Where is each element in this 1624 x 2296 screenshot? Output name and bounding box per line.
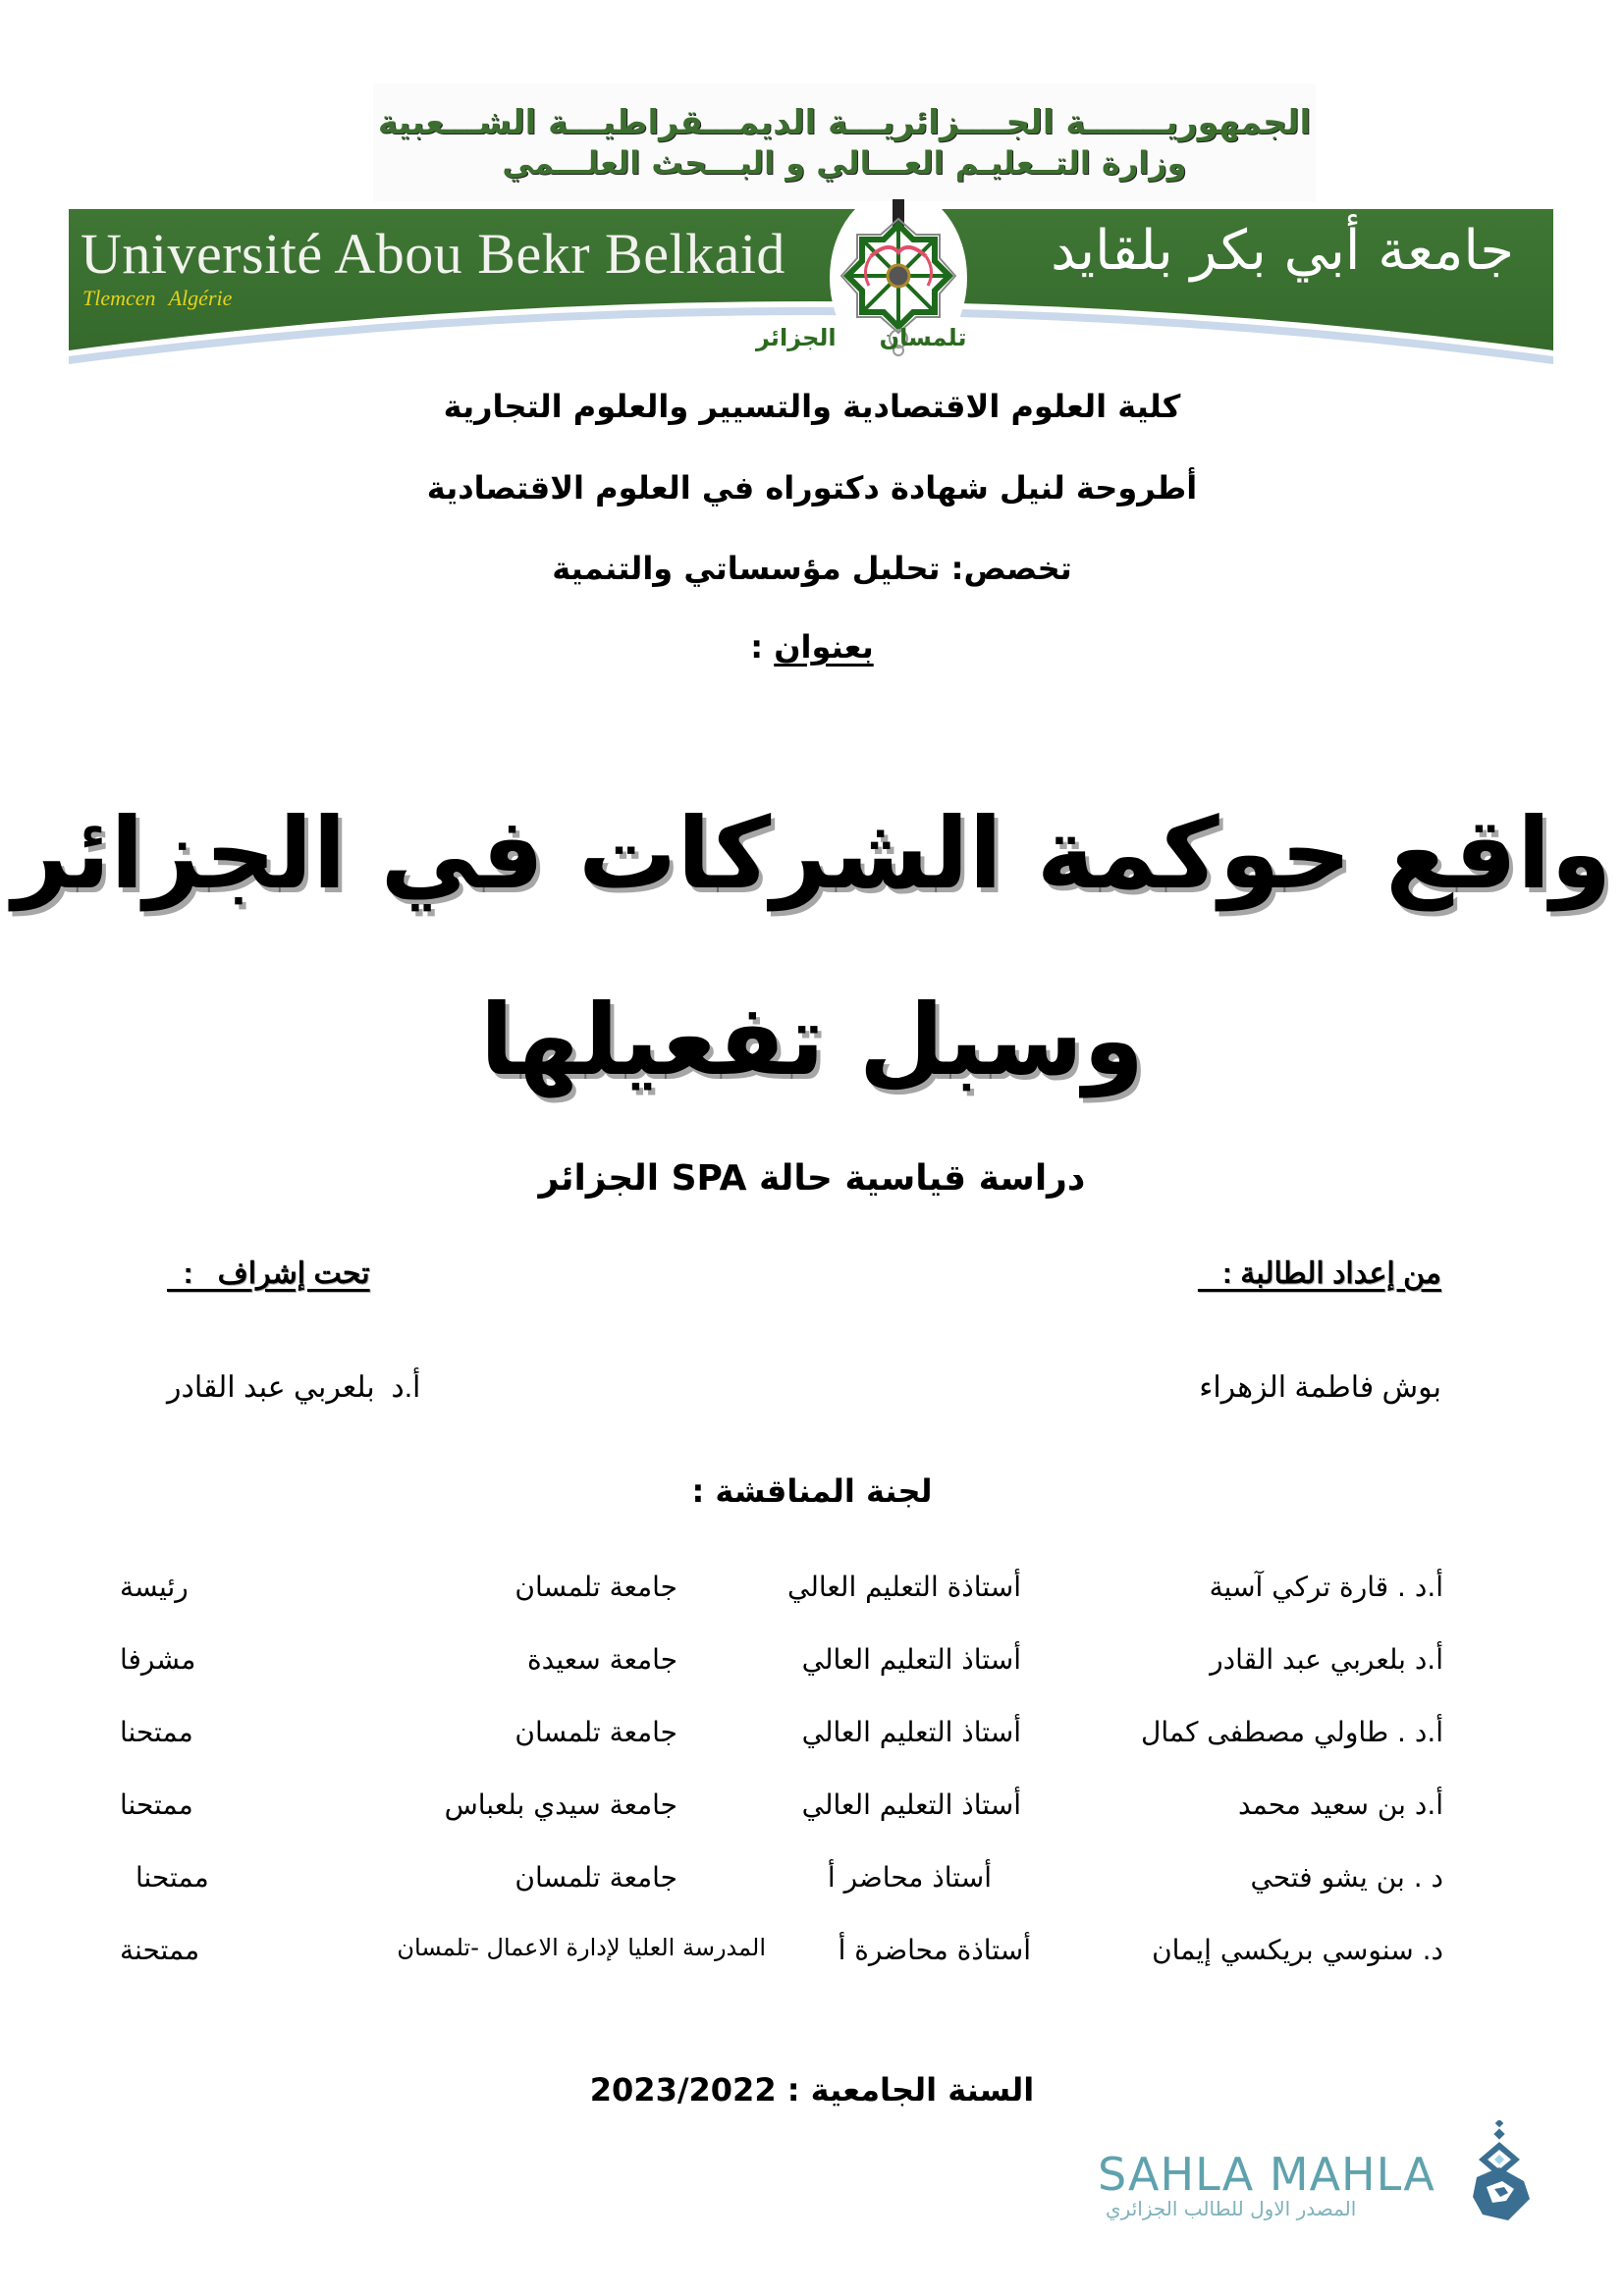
country-arabic: الجزائر <box>756 324 837 351</box>
member-role: ممتحنا <box>120 1789 193 1821</box>
watermark-brand: SAHLA MAHLA <box>1098 2148 1435 2201</box>
member-university: جامعة تلمسان <box>514 1571 677 1603</box>
member-rank: أستاذة محاضرة أ <box>838 1934 1031 1966</box>
member-rank: أستاذ التعليم العالي <box>801 1789 1021 1821</box>
emblem-caption <box>756 324 966 351</box>
member-name: د. سنوسي بريكسي إيمان <box>1152 1934 1443 1966</box>
member-university: جامعة سعيدة <box>526 1643 677 1676</box>
member-name: أ.د . قارة تركي آسية <box>1209 1571 1443 1603</box>
university-name-arabic: جامعة أبي بكر بلقايد <box>1051 219 1514 283</box>
member-university: جامعة تلمسان <box>514 1861 677 1894</box>
member-rank: أستاذ التعليم العالي <box>801 1643 1021 1676</box>
committee-row <box>98 1789 1443 1861</box>
committee-row <box>98 1643 1443 1716</box>
member-name: أ.د بلعربي عبد القادر <box>1210 1643 1443 1676</box>
watermark-tagline: المصدر الاول للطالب الجزائري <box>1106 2197 1357 2220</box>
member-university: جامعة سيدي بلعباس <box>444 1789 677 1821</box>
specialty-line: تخصص: تحليل مؤسساتي والتنمية <box>552 550 1072 587</box>
supervisor-name: أ.د بلعربي عبد القادر <box>167 1371 421 1404</box>
faculty-name: كلية العلوم الاقتصادية والتسيير والعلوم التجارية <box>443 388 1181 425</box>
thesis-title-line-2: وسبل تفعيلها <box>479 983 1145 1097</box>
member-role: ممتحنا <box>135 1861 209 1894</box>
prepared-by-label: من إعداد الطالبة : <box>1197 1257 1441 1290</box>
thesis-subtitle: دراسة قياسية حالة SPA الجزائر <box>538 1158 1086 1199</box>
member-name: أ.د . طاولي مصطفى كمال <box>1141 1716 1443 1748</box>
member-name: د . بن يشو فتحي <box>1250 1861 1443 1894</box>
member-name: أ.د بن سعيد محمد <box>1237 1789 1443 1821</box>
member-role: مشرفا <box>120 1643 196 1676</box>
member-role: ممتحنة <box>120 1934 200 1966</box>
committee-row <box>98 1934 1443 2006</box>
member-rank: أستاذة التعليم العالي <box>787 1571 1021 1603</box>
committee-row <box>98 1861 1443 1934</box>
city-arabic: تلمسان <box>879 324 967 351</box>
member-university: المدرسة العليا لإدارة الاعمال -تلمسان <box>397 1934 766 1961</box>
thesis-title-line-1: واقع حوكمة الشركات في الجزائر <box>12 796 1612 911</box>
titled-colon: : <box>750 628 775 666</box>
member-university: جامعة تلمسان <box>514 1716 677 1748</box>
academic-year: السنة الجامعية : 2023/2022 <box>589 2071 1035 2109</box>
sahla-mahla-watermark <box>1098 2120 1530 2228</box>
committee-title: لجنة المناقشة : <box>691 1472 933 1510</box>
university-location: Tlemcen Algérie <box>82 286 233 310</box>
degree-line: أطروحة لنيل شهادة دكتوراه في العلوم الاقتصادية <box>426 469 1198 507</box>
titled-label <box>0 628 1624 666</box>
member-role: رئيسة <box>120 1571 189 1603</box>
sahla-mahla-logo-icon <box>1469 2120 1534 2223</box>
titled-label-text: بعنوان <box>774 628 874 666</box>
ministry-header <box>373 83 1316 201</box>
member-role: ممتحنا <box>120 1716 193 1748</box>
university-name-french: Université Abou Bekr Belkaid <box>81 222 785 286</box>
member-rank: أستاذ محاضر أ <box>827 1861 992 1894</box>
country-name: الجمهوريـــــــة الجــــزائريـــة الديمـــقراطيـــة الشـــعبية <box>377 103 1312 142</box>
committee-row <box>98 1716 1443 1789</box>
committee-row <box>98 1571 1443 1643</box>
ministry-name: وزارة التــعليـم العـــالي و البـــحث العلـــمي <box>502 144 1187 182</box>
member-rank: أستاذ التعليم العالي <box>801 1716 1021 1748</box>
supervision-label: تحت إشراف : <box>167 1257 370 1290</box>
student-name: بوش فاطمة الزهراء <box>1199 1371 1441 1404</box>
committee-table <box>98 1571 1443 2006</box>
university-banner <box>69 209 1553 366</box>
